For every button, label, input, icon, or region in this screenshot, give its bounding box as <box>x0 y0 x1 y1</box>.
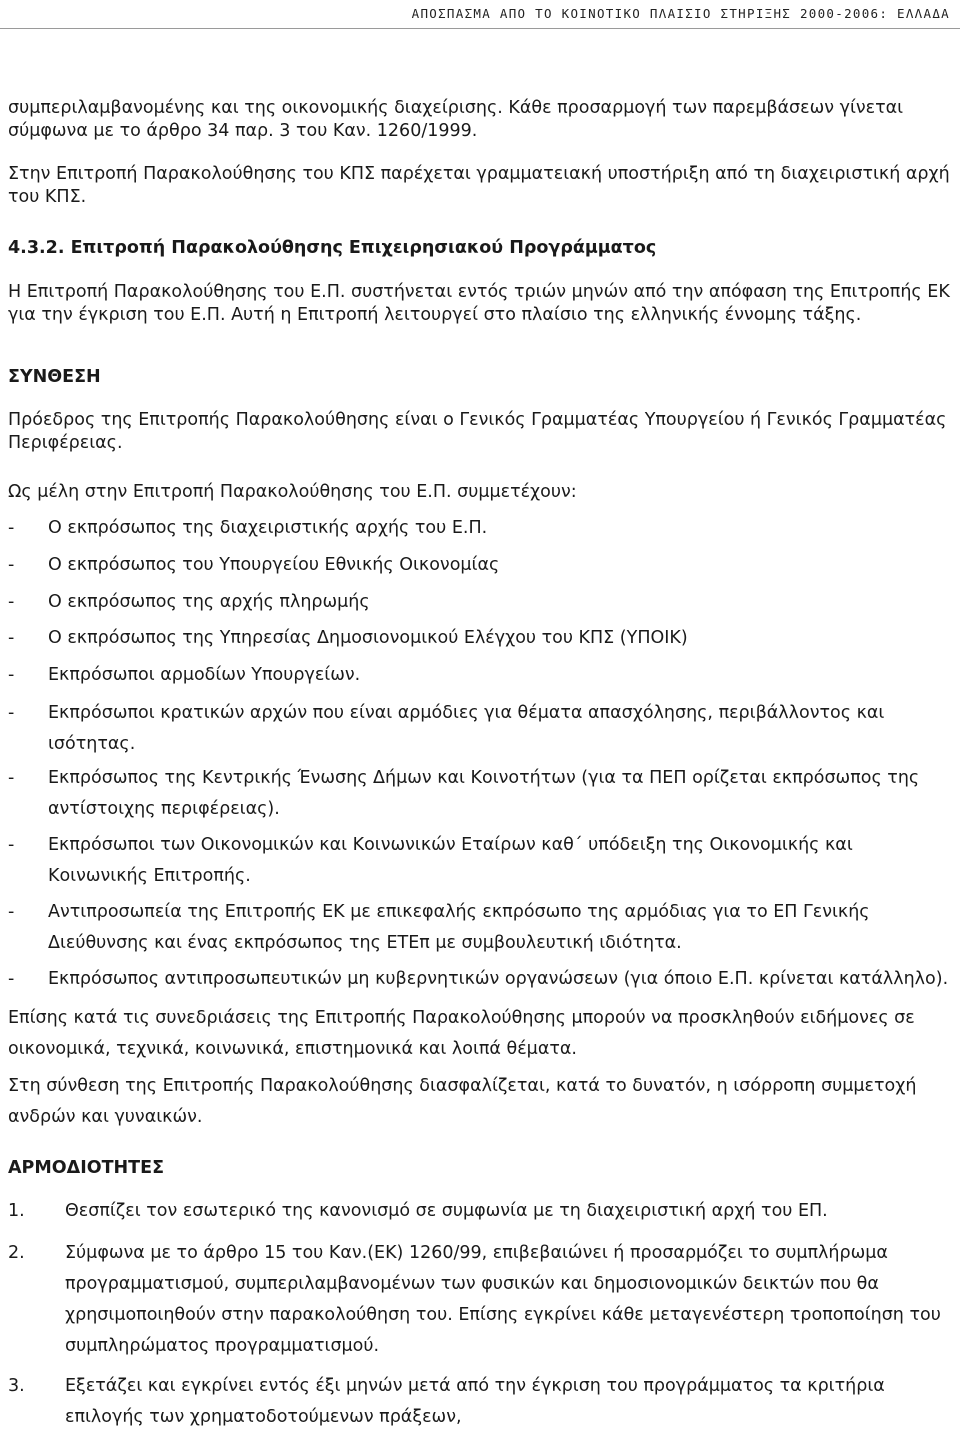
section-heading: 4.3.2. Επιτροπή Παρακολούθησης Επιχειρησιακού Προγράμματος <box>8 238 657 258</box>
list-bullet: - <box>8 592 15 612</box>
list-bullet: - <box>8 628 15 648</box>
responsibility-item: 3. Εξετάζει και εγκρίνει εντός έξι μηνών μετά από την έγκριση του προγράμματος τα κριτήρια επιλογής των χρηματοδοτούμενων πράξεων, <box>8 1371 956 1433</box>
member-list-item: - Εκπρόσωποι των Οικονομικών και Κοινωνικών Εταίρων καθ΄ υπόδειξη της Οικονομικής και Κοινωνικής Επιτροπής. <box>8 830 956 892</box>
list-bullet: - <box>8 969 15 989</box>
paragraph-secretariat-support: Στην Επιτροπή Παρακολούθησης του ΚΠΣ παρέχεται γραμματειακή υποστήριξη από τη διαχειριστική αρχή του ΚΠΣ. <box>8 164 950 207</box>
member-list-item: - Εκπρόσωπος αντιπροσωπευτικών μη κυβερνητικών οργανώσεων (για όποιο Ε.Π. κρίνεται κατάλληλο). <box>8 964 956 995</box>
list-bullet: - <box>8 902 15 922</box>
responsibility-item: 1. Θεσπίζει τον εσωτερικό της κανονισμό σε συμφωνία με τη διαχειριστική αρχή του ΕΠ. <box>8 1196 956 1227</box>
list-bullet: - <box>8 518 15 538</box>
header-divider <box>0 28 960 29</box>
member-list-item: - Ο εκπρόσωπος της αρχής πληρωμής <box>8 587 956 618</box>
list-bullet: - <box>8 665 15 685</box>
item-number: 1. <box>8 1201 25 1221</box>
member-list-item: - Εκπρόσωποι αρμοδίων Υπουργείων. <box>8 660 956 691</box>
paragraph-chairman: Πρόεδρος της Επιτροπής Παρακολούθησης είναι ο Γενικός Γραμματέας Υπουργείου ή Γενικός Γραμματέας Περιφέρειας. <box>8 410 947 453</box>
member-list-item: - Ο εκπρόσωπος του Υπουργείου Εθνικής Οικονομίας <box>8 550 956 581</box>
paragraph-experts-invited: Επίσης κατά τις συνεδριάσεις της Επιτροπής Παρακολούθησης μπορούν να προσκληθούν ειδήμονες σε οικονομικά, τεχνικά, κοινωνικά, επιστημονικά και λοιπά θέματα. <box>8 1008 915 1059</box>
responsibilities-heading: ΑΡΜΟΔΙΟΤΗΤΕΣ <box>8 1158 165 1178</box>
member-list-item: - Εκπρόσωπος της Κεντρικής Ένωσης Δήμων και Κοινοτήτων (για τα ΠΕΠ ορίζεται εκπρόσωπος της αντίστοιχης περιφέρειας). <box>8 763 956 825</box>
member-list-item: - Αντιπροσωπεία της Επιτροπής ΕΚ με επικεφαλής εκπρόσωπο της αρμόδιας για το ΕΠ Γενικής Διεύθυνσης και ένας εκπρόσωπος της ΕΤΕπ με συμβουλευτική ιδιότητα. <box>8 897 956 959</box>
composition-heading: ΣΥΝΘΕΣΗ <box>8 367 101 387</box>
list-bullet: - <box>8 835 15 855</box>
member-list-item: - Εκπρόσωποι κρατικών αρχών που είναι αρμόδιες για θέματα απασχόλησης, περιβάλλοντος και ισότητας. <box>8 698 956 760</box>
item-number: 2. <box>8 1243 25 1263</box>
list-bullet: - <box>8 768 15 788</box>
member-list-item: - Ο εκπρόσωπος της διαχειριστικής αρχής του Ε.Π. <box>8 513 956 544</box>
paragraph-gender-balance: Στη σύνθεση της Επιτροπής Παρακολούθησης διασφαλίζεται, κατά το δυνατόν, η ισόρροπη συμμετοχή ανδρών και γυναικών. <box>8 1076 917 1127</box>
paragraph-financial-management: συμπεριλαμβανομένης και της οικονομικής διαχείρισης. Κάθε προσαρμογή των παρεμβάσεων γίνεται σύμφωνα με το άρθρο 34 παρ. 3 του Καν. 1260/1999. <box>8 98 904 141</box>
paragraph-members-intro: Ως μέλη στην Επιτροπή Παρακολούθησης του Ε.Π. συμμετέχουν: <box>8 482 577 502</box>
running-header: ΑΠΟΣΠΑΣΜΑ ΑΠΟ ΤΟ ΚΟΙΝΟΤΙΚΟ ΠΛΑΙΣΙΟ ΣΤΗΡΙΞΗΣ 2000-2006: ΕΛΛΑΔΑ <box>411 6 950 21</box>
responsibility-item: 2. Σύμφωνα με το άρθρο 15 του Καν.(ΕΚ) 1260/99, επιβεβαιώνει ή προσαρμόζει το συμπλήρωμα προγραμματισμού, συμπεριλαμβανομένων των φυσικών και δημοσιονομικών δεικτών που θα χρησιμοποιηθούν στην παρακολούθηση του. Επίσης εγκρίνει κάθε μεταγενέστερη τροποποίηση του συμπληρώματος προγραμματισμού. <box>8 1238 956 1362</box>
member-list-item: - Ο εκπρόσωπος της Υπηρεσίας Δημοσιονομικού Ελέγχου του ΚΠΣ (ΥΠΟΙΚ) <box>8 623 956 654</box>
list-bullet: - <box>8 555 15 575</box>
list-bullet: - <box>8 703 15 723</box>
item-number: 3. <box>8 1376 25 1396</box>
paragraph-committee-establishment: Η Επιτροπή Παρακολούθησης του Ε.Π. συστήνεται εντός τριών μηνών από την απόφαση της Επιτροπής ΕΚ για την έγκριση του Ε.Π. Αυτή η Επιτροπή λειτουργεί στο πλαίσιο της ελληνικής έννομης τάξης. <box>8 282 950 325</box>
